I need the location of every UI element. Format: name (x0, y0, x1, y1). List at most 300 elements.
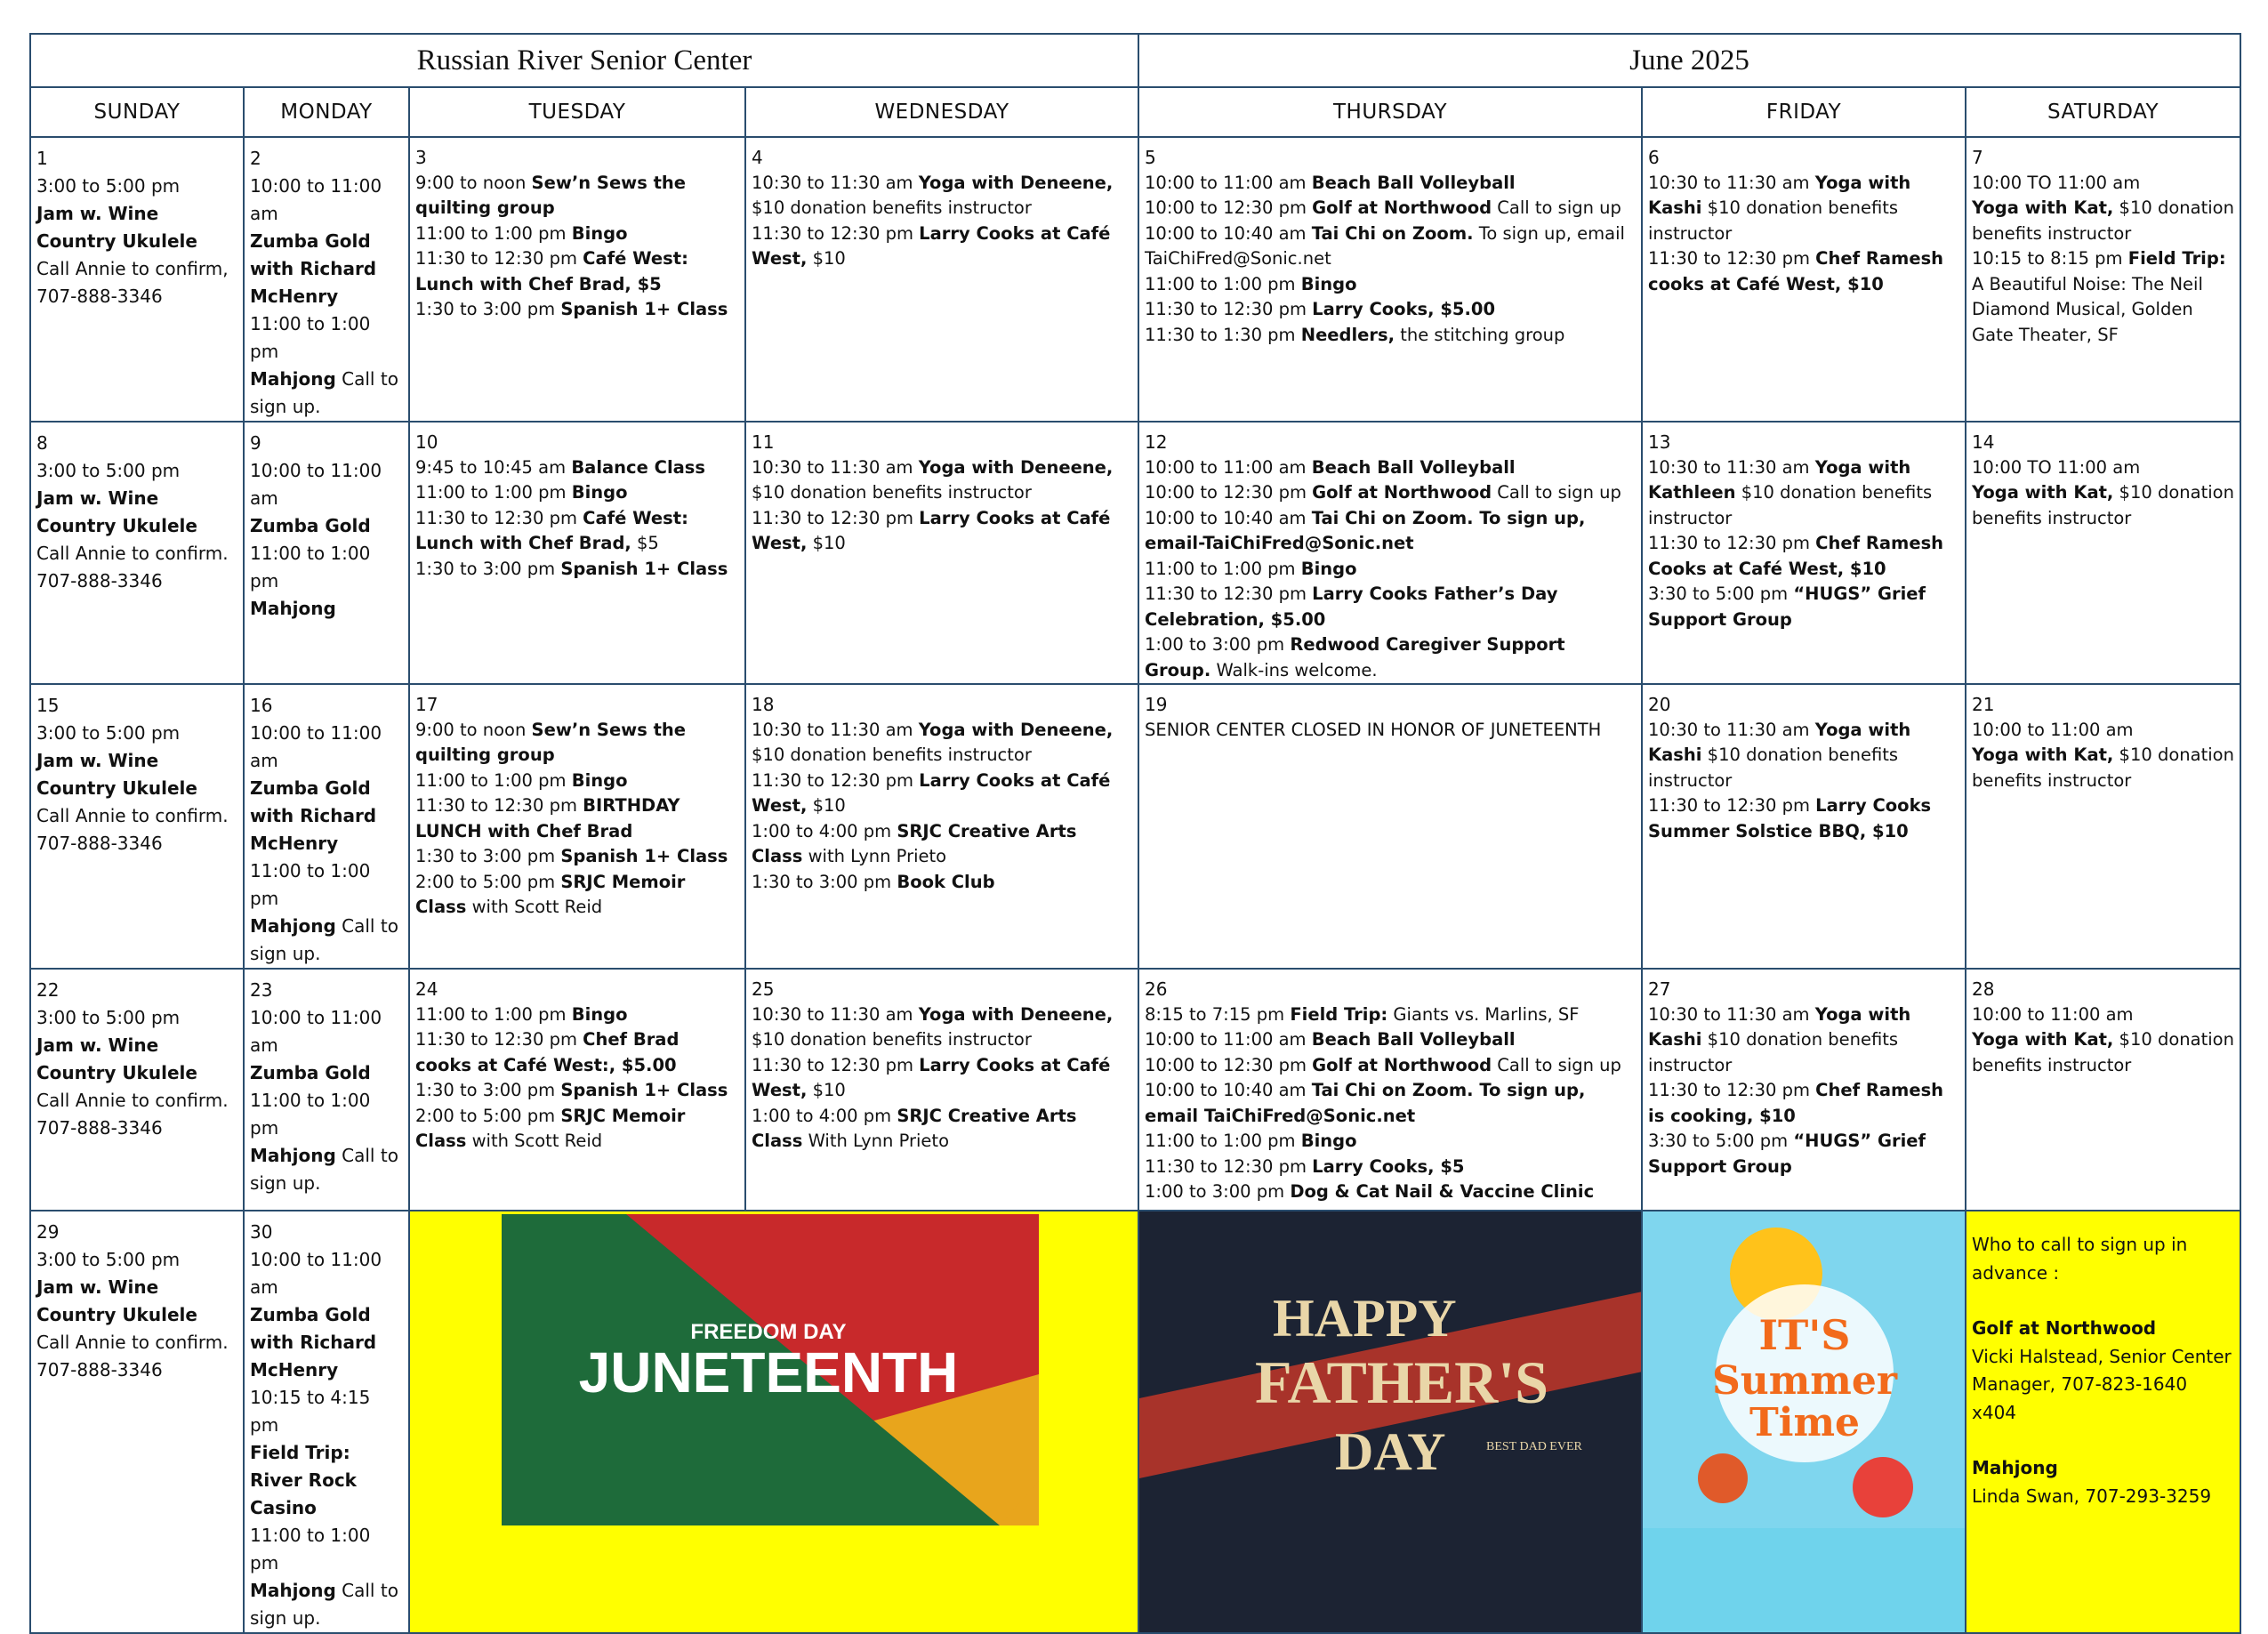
event-time: 9:00 to noon (415, 172, 532, 193)
event-note: with Scott Reid (466, 897, 603, 917)
event-time: 1:30 to 3:00 pm (415, 558, 561, 579)
day-cell (30, 969, 244, 1211)
event-time: 10:00 to 11:00 am (1972, 719, 2134, 740)
event-time: 3:30 to 5:00 pm (1648, 1131, 1794, 1151)
event-time: 10:00 to 11:00 am (250, 460, 382, 509)
event-time: 3:00 to 5:00 pm (36, 722, 181, 744)
event-time: 11:30 to 12:30 pm (415, 795, 583, 816)
day-cell (1642, 137, 1966, 422)
event-time: 1:30 to 3:00 pm (415, 299, 561, 319)
fathers-day-banner (1139, 1211, 1642, 1528)
event-time: 11:30 to 12:30 pm (1648, 1080, 1816, 1100)
event-title: Larry Cooks at Café West, (752, 222, 1111, 269)
day-cell (745, 684, 1138, 969)
day-number: 19 (1145, 694, 1168, 715)
day-cell (1966, 422, 2240, 684)
event-entry (1972, 480, 2234, 531)
event-entry (36, 1246, 237, 1274)
event-title: Bingo (1300, 273, 1357, 294)
day-number: 7 (1972, 147, 1983, 168)
center-name: Russian River Senior Center (30, 34, 1138, 87)
event-entry (250, 1522, 403, 1577)
title-row (30, 34, 2240, 87)
event-title: Yoga with Kashi (1648, 1003, 1911, 1050)
call-intro: Who to call to sign up in advance : (1972, 1234, 2188, 1284)
event-entry (1145, 455, 1636, 481)
event-title: Yoga with Deneene, (918, 172, 1114, 193)
event-entry (415, 246, 739, 297)
day-number: 25 (752, 978, 775, 1000)
day-number: 27 (1648, 978, 1671, 1000)
day-number: 4 (752, 147, 763, 168)
event-time: 1:00 to 4:00 pm (752, 820, 897, 841)
event-entry (250, 512, 403, 540)
day-number: 17 (415, 694, 438, 715)
event-time: 11:00 to 1:00 pm (415, 222, 572, 244)
spacer (1972, 1427, 2234, 1454)
call-info-box (1966, 1211, 2240, 1633)
event-note: $10 donation benefits instructor (752, 197, 1032, 218)
event-time: 10:30 to 11:30 am (1648, 1003, 1815, 1025)
event-entry (1972, 171, 2234, 197)
event-title: Jam w. Wine Country Ukulele (36, 750, 197, 799)
event-entry (250, 913, 403, 968)
event-title: Yoga with Kashi (1648, 719, 1911, 765)
event-note: $10 donation benefits instructor (752, 745, 1032, 765)
event-entry (250, 1301, 403, 1384)
event-time: 10:00 to 11:00 am (1145, 456, 1312, 478)
day-number: 2 (250, 148, 261, 169)
event-time: 1:00 to 4:00 pm (752, 1105, 897, 1126)
event-title: Larry Cooks Father’s Day Celebration, $5.00 (1145, 584, 1558, 630)
day-number: 15 (36, 695, 60, 716)
event-time: 11:30 to 12:30 pm (752, 507, 920, 528)
fathers-line1: HAPPY (1273, 1289, 1457, 1348)
event-entry (1145, 506, 1636, 557)
event-entry (1972, 455, 2234, 481)
event-entry (250, 1087, 403, 1142)
event-title: Jam w. Wine Country Ukulele (36, 1034, 197, 1083)
event-entry (752, 718, 1132, 769)
spacer (1972, 1287, 2234, 1315)
event-title: Beach Ball Volleyball (1311, 172, 1516, 193)
day-name-header: WEDNESDAY (745, 87, 1138, 137)
day-cell (1966, 684, 2240, 969)
day-cell (1642, 422, 1966, 684)
fathers-tagline: BEST DAD EVER (1486, 1440, 1582, 1453)
event-title: Yoga with Kat, (1972, 745, 2114, 765)
day-number: 30 (250, 1221, 273, 1243)
event-note: With Lynn Prieto (802, 1131, 950, 1151)
month-title: June 2025 (1138, 34, 2240, 87)
weeks-body (30, 137, 2240, 1633)
event-time: Call Annie to confirm, 707-888-3346 (36, 258, 229, 307)
event-time: 1:30 to 3:00 pm (415, 846, 561, 866)
event-time: 11:30 to 12:30 pm (1648, 248, 1816, 269)
summer-time-cell (1642, 1211, 1966, 1633)
fathers-line3: DAY (1335, 1422, 1446, 1481)
event-title: Mahjong (250, 1580, 336, 1601)
day-name-header: THURSDAY (1138, 87, 1642, 137)
event-entry (752, 1053, 1132, 1104)
event-time: 11:30 to 12:30 pm (752, 222, 920, 244)
event-entry (1648, 718, 1959, 794)
event-entry (752, 1104, 1132, 1155)
event-entry (752, 171, 1132, 221)
event-time: 10:15 to 8:15 pm (1972, 248, 2128, 269)
day-number: 18 (752, 694, 775, 715)
event-time: 2:00 to 5:00 pm (415, 871, 561, 892)
event-entry (415, 480, 739, 506)
day-name-header: FRIDAY (1642, 87, 1966, 137)
event-title: Bingo (1300, 1131, 1357, 1151)
event-time: 10:30 to 11:30 am (752, 172, 919, 193)
event-title: Sew’n Sews the quilting group (415, 719, 687, 765)
event-note: $5 (631, 533, 659, 553)
event-entry (1145, 171, 1636, 197)
event-time: 11:00 to 1:00 pm (250, 1525, 371, 1574)
event-entry (1145, 323, 1636, 349)
day-number: 24 (415, 978, 438, 1000)
event-time: 11:30 to 12:30 pm (415, 1029, 583, 1050)
event-title: Bingo (1300, 558, 1357, 579)
day-number: 29 (36, 1221, 60, 1243)
event-entry (1972, 743, 2234, 793)
event-title: SRJC Memoir Class (415, 871, 686, 917)
day-number: 13 (1648, 431, 1671, 453)
event-time: 1:30 to 3:00 pm (415, 1080, 561, 1100)
event-time: 10:30 to 11:30 am (752, 456, 919, 478)
event-time: 10:00 to 10:40 am (1145, 222, 1312, 244)
event-time: 3:30 to 5:00 pm (1648, 584, 1794, 604)
event-title: Zumba Gold with Richard McHenry (250, 230, 377, 307)
event-entry (1972, 1002, 2234, 1028)
week-row (30, 969, 2240, 1211)
event-time: 10:00 to 12:30 pm (1145, 482, 1313, 503)
day-cell (30, 422, 244, 684)
event-entry (1145, 196, 1636, 221)
day-cell (1966, 969, 2240, 1211)
event-title: Jam w. Wine Country Ukulele (36, 487, 197, 536)
day-cell (30, 684, 244, 969)
event-time: 10:00 to 11:00 am (1972, 1003, 2134, 1025)
event-title: Larry Cooks, $5 (1312, 1155, 1465, 1177)
event-title: Larry Cooks at Café West, (752, 507, 1111, 553)
event-time: 10:30 to 11:30 am (1648, 719, 1815, 740)
event-title: Zumba Gold with Richard McHenry (250, 1304, 377, 1380)
day-cell (1138, 684, 1642, 969)
event-title: “HUGS” Grief Support Group (1648, 584, 1926, 630)
event-entry (250, 857, 403, 913)
event-entry (752, 819, 1132, 870)
event-time: 10:30 to 11:30 am (752, 1003, 919, 1025)
event-note: $10 (807, 1080, 846, 1100)
event-time: 11:00 to 1:00 pm (250, 313, 371, 362)
event-time: 10:00 to 11:00 am (1145, 172, 1312, 193)
event-entry (250, 366, 403, 421)
day-name-header: TUESDAY (409, 87, 745, 137)
event-entry (415, 793, 739, 844)
event-note: $10 donation benefits instructor (1972, 482, 2234, 528)
event-time: 11:00 to 1:00 pm (415, 1003, 572, 1025)
event-time: 9:00 to noon (415, 719, 532, 740)
day-number: 21 (1972, 694, 1995, 715)
summer-line2: Summer (1711, 1358, 1898, 1404)
event-time: 11:00 to 1:00 pm (415, 769, 572, 791)
event-entry (415, 1104, 739, 1155)
event-title: Spanish 1+ Class (560, 558, 728, 579)
event-title: Tai Chi on Zoom. To sign up, email-TaiChiFred@Sonic.net (1145, 507, 1586, 553)
event-time: 10:00 to 12:30 pm (1145, 1054, 1313, 1075)
week-row (30, 422, 2240, 684)
day-number: 3 (415, 147, 427, 168)
event-entry (36, 485, 237, 540)
event-title: Chef Brad cooks at Café West:, $5.00 (415, 1029, 680, 1075)
day-cell (409, 137, 745, 422)
event-title: Beach Ball Volleyball (1311, 1029, 1516, 1050)
day-number: 1 (36, 148, 48, 169)
event-entry (1145, 1002, 1636, 1028)
day-cell (1138, 137, 1642, 422)
event-time: 3:00 to 5:00 pm (36, 175, 181, 197)
event-title: Spanish 1+ Class (560, 846, 728, 866)
summer-line1: IT'S (1758, 1311, 1851, 1359)
day-number: 6 (1648, 147, 1660, 168)
event-entry (36, 540, 237, 595)
event-entry (1648, 455, 1959, 532)
golf-label: Golf at Northwood (1972, 1317, 2157, 1339)
event-note: Call to sign up (1492, 1054, 1621, 1075)
day-cell (1642, 969, 1966, 1211)
event-note: Giants vs. Marlins, SF (1387, 1003, 1580, 1025)
event-entry (36, 200, 237, 255)
event-entry (36, 1329, 237, 1384)
event-note: with Scott Reid (466, 1131, 603, 1151)
event-entry (1145, 1179, 1636, 1205)
event-entry (415, 1002, 739, 1028)
event-time: 10:30 to 11:30 am (1648, 172, 1815, 193)
event-entry (415, 171, 739, 221)
event-time: 1:00 to 3:00 pm (1145, 1181, 1291, 1202)
event-entry (250, 1577, 403, 1632)
week-row (30, 1211, 2240, 1633)
event-entry (250, 173, 403, 228)
event-entry (415, 297, 739, 323)
event-note: Call to sign up. (250, 915, 398, 964)
event-note: $10 donation benefits instructor (1972, 197, 2234, 244)
event-entry (1648, 171, 1959, 247)
event-time: 10:30 to 11:30 am (752, 719, 919, 740)
event-note: $10 donation benefits instructor (1648, 482, 1933, 528)
event-entry (415, 557, 739, 583)
event-time: 11:30 to 12:30 pm (1648, 533, 1816, 553)
event-title: Larry Cooks Summer Solstice BBQ, $10 (1648, 795, 1932, 841)
event-title: Bingo (571, 222, 628, 244)
day-number: 26 (1145, 978, 1168, 1000)
event-title: Bingo (571, 769, 628, 791)
event-time: 11:30 to 12:30 pm (415, 507, 583, 528)
event-note: Call to sign up. (250, 368, 398, 417)
event-note: $10 (807, 533, 846, 553)
event-title: SRJC Creative Arts Class (752, 1105, 1077, 1151)
week-row (30, 684, 2240, 969)
event-note: with Lynn Prieto (802, 846, 947, 866)
day-cell (30, 137, 244, 422)
event-entry (1648, 582, 1959, 632)
event-title: Spanish 1+ Class (560, 299, 728, 319)
day-cell (244, 422, 409, 684)
event-title: Sew’n Sews the quilting group (415, 172, 687, 218)
event-time: 11:30 to 12:30 pm (415, 248, 583, 269)
event-title: Mahjong (250, 1145, 336, 1166)
event-entry (415, 1078, 739, 1104)
event-time: 10:00 to 11:00 am (250, 1007, 382, 1056)
event-entry (250, 457, 403, 512)
event-entry (250, 775, 403, 857)
event-title: Book Club (897, 871, 995, 892)
day-number: 10 (415, 431, 438, 453)
event-entry (752, 769, 1132, 819)
event-time: 11:00 to 1:00 pm (415, 482, 572, 503)
event-note: $10 donation benefits instructor (1648, 745, 1899, 791)
event-title: Larry Cooks at Café West, (752, 1054, 1111, 1100)
event-entry (752, 506, 1132, 557)
event-entry (1972, 196, 2234, 246)
event-entry (250, 1384, 403, 1439)
event-entry (36, 1032, 237, 1087)
event-entry (1145, 297, 1636, 323)
event-entry (1145, 221, 1636, 272)
event-entry (36, 720, 237, 747)
event-title: Golf at Northwood (1312, 197, 1492, 218)
event-entry (1648, 1129, 1959, 1179)
event-time: 3:00 to 5:00 pm (36, 460, 181, 481)
event-entry (36, 1274, 237, 1329)
event-time: Call Annie to confirm. 707-888-3346 (36, 543, 229, 592)
event-time: 11:30 to 12:30 pm (752, 1054, 920, 1075)
event-title: Bingo (571, 1003, 628, 1025)
event-entry (1145, 1129, 1636, 1155)
event-note: A Beautiful Noise: The Neil Diamond Musical, Golden Gate Theater, SF (1972, 273, 2203, 345)
event-title: Mahjong (250, 915, 336, 937)
event-title: Yoga with Deneene, (918, 719, 1114, 740)
event-entry (415, 769, 739, 794)
event-note: $10 donation benefits instructor (752, 482, 1032, 503)
day-name-row (30, 87, 2240, 137)
event-note: Call to sign up (1492, 197, 1621, 218)
event-entry (1972, 718, 2234, 744)
day-number: 14 (1972, 431, 1995, 453)
event-title: Yoga with Kathleen (1648, 456, 1911, 503)
event-time: 10:00 to 11:00 am (250, 175, 382, 224)
event-title: Beach Ball Volleyball (1311, 456, 1516, 478)
event-entry (36, 747, 237, 802)
event-entry (752, 221, 1132, 272)
event-title: Yoga with Kat, (1972, 197, 2114, 218)
juneteenth-big-text: JUNETEENTH (578, 1340, 959, 1405)
juneteenth-banner-cell (409, 1211, 1138, 1633)
day-number: 28 (1972, 978, 1995, 1000)
event-time: 10:15 to 4:15 pm (250, 1387, 371, 1436)
event-time: 11:00 to 1:00 pm (250, 860, 371, 909)
summer-time-banner (1643, 1211, 1966, 1528)
event-entry (1648, 793, 1959, 844)
event-note: Call to sign up (1492, 482, 1621, 503)
event-note: Walk-ins welcome. (1210, 659, 1378, 680)
calendar-grid (29, 33, 2241, 1634)
event-entry (250, 720, 403, 775)
event-time: 10:00 TO 11:00 am (1972, 172, 2141, 193)
event-title: Zumba Gold (250, 1062, 371, 1083)
event-time: 11:30 to 12:30 pm (1145, 1155, 1313, 1177)
event-time: Call Annie to confirm. 707-888-3346 (36, 805, 229, 854)
event-entry (1145, 632, 1636, 683)
event-time: 9:45 to 10:45 am (415, 456, 572, 478)
event-entry (1648, 531, 1959, 582)
event-title: Yoga with Deneene, (918, 456, 1114, 478)
event-title: Field Trip: (1290, 1003, 1388, 1025)
event-entry (250, 310, 403, 366)
event-entry (36, 1004, 237, 1032)
event-time: 3:00 to 5:00 pm (36, 1249, 181, 1270)
event-title: SRJC Memoir Class (415, 1105, 686, 1151)
event-title: Larry Cooks at Café West, (752, 769, 1111, 816)
event-entry (36, 457, 237, 485)
event-note: Call to sign up. (250, 1580, 398, 1629)
event-time: 10:00 to 10:40 am (1145, 507, 1312, 528)
event-note: $10 donation benefits instructor (1972, 1029, 2234, 1075)
event-time: 10:00 to 11:00 am (1145, 1029, 1312, 1050)
juneteenth-small-text: FREEDOM DAY (690, 1320, 847, 1344)
event-time: 1:30 to 3:00 pm (752, 871, 897, 892)
event-title: Golf at Northwood (1312, 1054, 1492, 1075)
event-time: 11:00 to 1:00 pm (1145, 1131, 1301, 1151)
event-title: Spanish 1+ Class (560, 1080, 728, 1100)
event-title: Café West: Lunch with Chef Brad, (415, 507, 688, 553)
event-time: 11:30 to 12:30 pm (1145, 584, 1313, 604)
event-entry (250, 595, 403, 623)
day-cell (745, 969, 1138, 1211)
event-entry (1145, 1053, 1636, 1079)
event-time: 10:00 to 11:00 am (250, 722, 382, 771)
event-note: $10 (807, 795, 846, 816)
event-entry (752, 1002, 1132, 1053)
event-entry (415, 870, 739, 921)
event-title: Chef Ramesh Cooks at Café West, $10 (1648, 533, 1944, 579)
mahjong-contact: Linda Swan, 707-293-3259 (1972, 1485, 2212, 1507)
event-entry (752, 870, 1132, 896)
watermelon-icon (1853, 1457, 1913, 1517)
day-number: 9 (250, 432, 261, 454)
event-title: Needlers, (1300, 324, 1395, 345)
day-cell (409, 422, 745, 684)
event-entry (1145, 557, 1636, 583)
event-note: $10 donation benefits instructor (1648, 197, 1899, 244)
week-row (30, 137, 2240, 422)
event-title: BIRTHDAY LUNCH with Chef Brad (415, 795, 680, 841)
event-title: Redwood Caregiver Support Group. (1145, 634, 1565, 680)
fathers-day-cell (1138, 1211, 1642, 1633)
day-cell (745, 137, 1138, 422)
event-time: 3:00 to 5:00 pm (36, 1007, 181, 1028)
day-cell (1138, 969, 1642, 1211)
event-entry (36, 1087, 237, 1142)
event-note: the stitching group (1395, 324, 1565, 345)
event-entry (36, 802, 237, 857)
event-time: 10:00 to 10:40 am (1145, 1080, 1312, 1100)
event-title: Chef Ramesh is cooking, $10 (1648, 1080, 1944, 1126)
event-entry (415, 1027, 739, 1078)
